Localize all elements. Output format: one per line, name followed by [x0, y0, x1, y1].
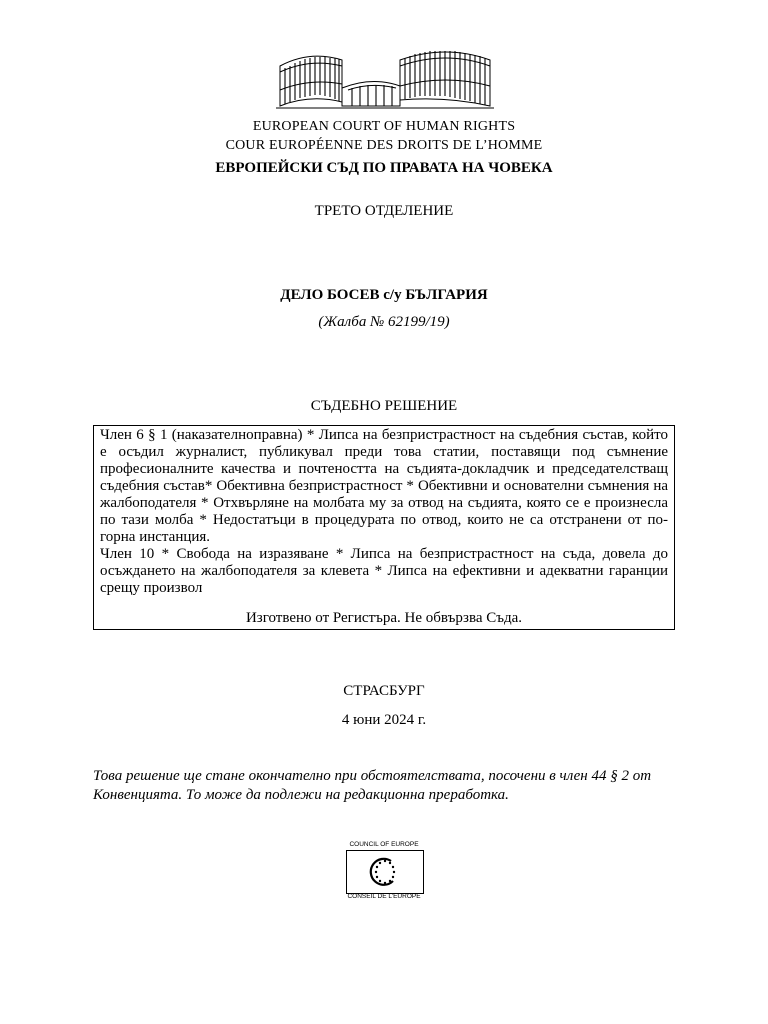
coe-name-french: CONSEIL DE L’EUROPE [347, 893, 421, 900]
coe-name-english: COUNCIL OF EUROPE [349, 841, 419, 848]
place: СТРАСБУРГ [343, 683, 425, 699]
summary-box [93, 425, 675, 630]
judgment-label: СЪДЕБНО РЕШЕНИЕ [310, 398, 458, 414]
court-building-icon [276, 46, 494, 114]
finality-note: Това решение ще стане окончателно при обстоятелствата, посочени в член 44 § 2 от Конвенцията. То може да подлежи на редакционна преработка. [93, 768, 652, 803]
council-of-europe-stars-icon [346, 850, 424, 894]
court-name-french: COUR EUROPÉENNE DES DROITS DE L’HOMME [225, 138, 543, 153]
application-number: (Жалба № 62199/19) [318, 314, 450, 330]
court-name-english: EUROPEAN COURT OF HUMAN RIGHTS [252, 119, 516, 134]
judgment-date: 4 юни 2024 г. [341, 712, 427, 728]
summary-paragraph-article-10: Член 10 * Свобода на изразяване * Липса на безпристрастност на съда, довела до осъждането на жалбоподателя за клевета * Липса на ефективни и адекватни гаранции срещу произвол [100, 546, 668, 596]
registry-note: Изготвено от Регистъра. Не обвързва Съда. [245, 610, 523, 626]
court-name-bulgarian: ЕВРОПЕЙСКИ СЪД ПО ПРАВАТА НА ЧОВЕКА [215, 160, 553, 176]
section-heading: ТРЕТО ОТДЕЛЕНИЕ [314, 203, 454, 219]
case-title: ДЕЛО БОСЕВ с/у БЪЛГАРИЯ [280, 287, 488, 303]
summary-paragraph-article-6: Член 6 § 1 (наказателноправна) * Липса на безпристрастност на съдебния състав, който е осъдил журналист, публикувал преди това статии, поставящи под съмнение професионалните качества и почтеността на съдията-докладчик и председателстващ съдебния състав* Обективна безпристрастност * Обективни и основателни съмнения на жалбоподателя * Отхвърляне на молбата му за отвод на съдията, която се е произнесла по тази молба * Недостатъци в процедурата по отвод, които не са отстранени от по-горна инстанция. [100, 427, 668, 545]
